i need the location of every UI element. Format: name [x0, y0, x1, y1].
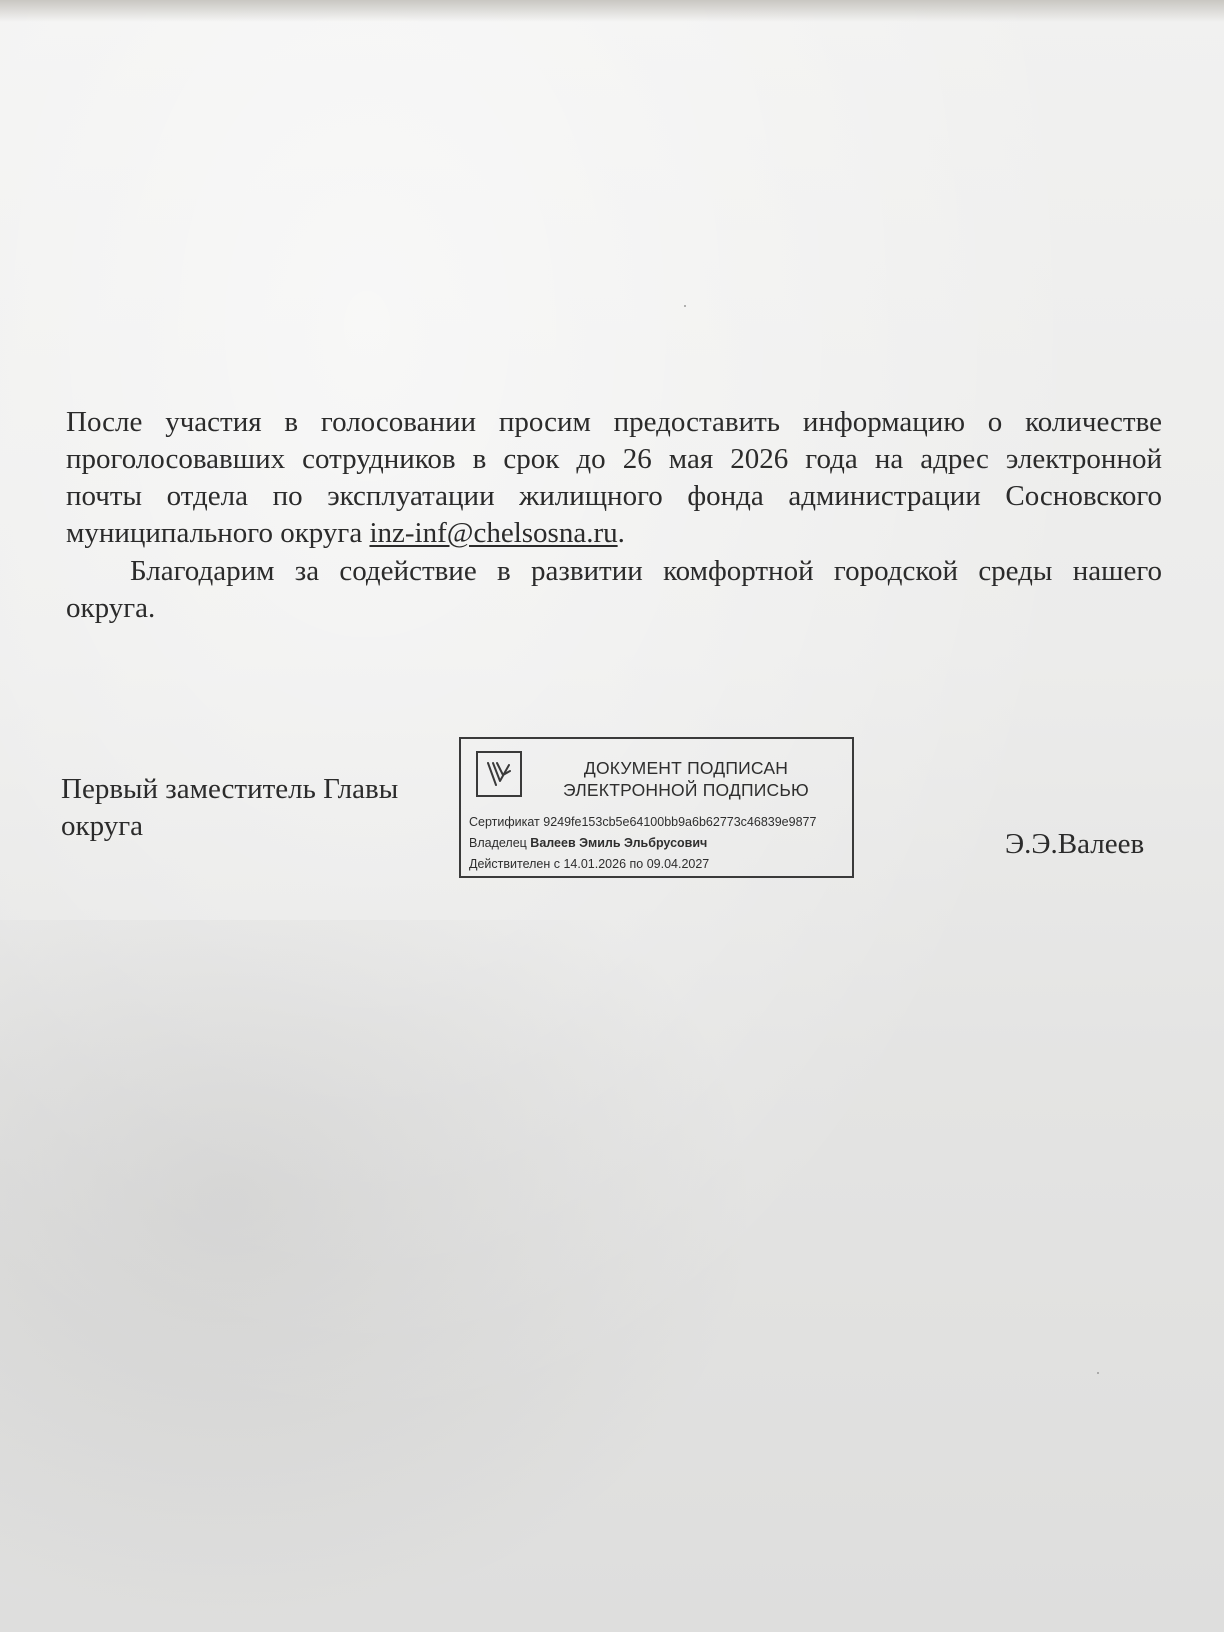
signer-position-line: Первый заместитель Главы [61, 773, 399, 805]
signer-position-line: округа [61, 810, 143, 842]
signature-emblem-icon [476, 751, 522, 797]
paragraph-line: проголосовавших сотрудников в срок до 26 мая 2026 года на адрес электронной [66, 443, 1162, 475]
paragraph-text: муниципального округа [66, 517, 370, 549]
paper-speck [684, 305, 686, 307]
paragraph-text: . [617, 517, 625, 549]
page-top-shadow [0, 0, 1224, 22]
signer-name: Э.Э.Валеев [1005, 828, 1145, 860]
paragraph-line: Благодарим за содействие в развитии комфортной городской среды нашего [130, 555, 1162, 587]
paper-speck [1097, 1372, 1099, 1374]
electronic-signature-stamp [459, 737, 854, 878]
stamp-validity: Действителен с 14.01.2026 по 09.04.2027 [469, 857, 710, 871]
paragraph-request [66, 404, 1162, 552]
paragraph-thanks [66, 553, 1162, 627]
certificate-value: 9249fe153cb5e64100bb9a6b62773c46839e9877 [543, 815, 817, 829]
page-shadow [0, 920, 760, 1632]
paragraph-line-last: округа. [66, 592, 156, 624]
owner-value: Валеев Эмиль Эльбрусович [530, 836, 708, 850]
paragraph-line: После участия в голосовании просим предоставить информацию о количестве [66, 406, 1162, 438]
stamp-title-line: ЭЛЕКТРОННОЙ ПОДПИСЬЮ [563, 780, 809, 800]
stamp-title-line: ДОКУМЕНТ ПОДПИСАН [583, 758, 789, 778]
paragraph-line-last [66, 515, 1162, 552]
stamp-certificate [469, 815, 816, 829]
email-link[interactable]: inz-inf@chelsosna.ru [369, 517, 618, 549]
stamp-title [531, 757, 841, 801]
paragraph-line: почты отдела по эксплуатации жилищного фонда администрации Сосновского [66, 480, 1162, 512]
signer-position [61, 771, 461, 845]
certificate-label: Сертификат [469, 815, 544, 829]
owner-label: Владелец [469, 836, 531, 850]
stamp-owner [469, 836, 707, 850]
